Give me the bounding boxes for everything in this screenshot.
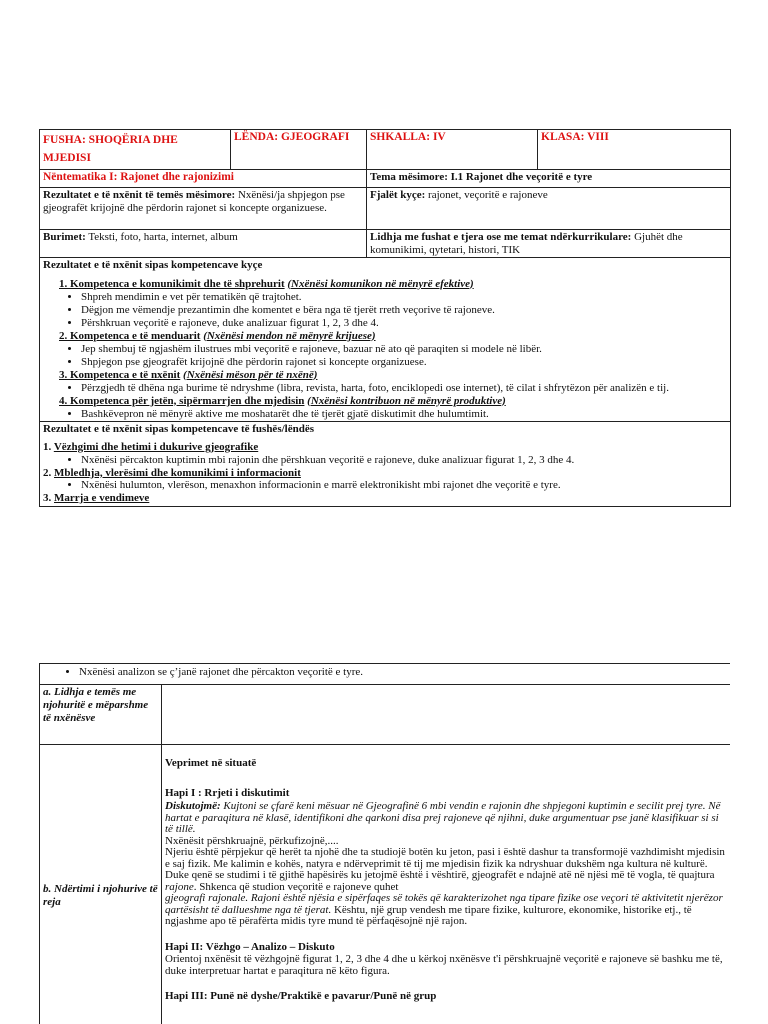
diskutojme-paragraph: Diskutojmë: Kujtoni se çfarë keni mësuar në Gjeografinë 6 mbi vendin e rajonin dhe shpjegoni kuptimin e secilit prej tyre. Në hartat e paraqitura në klasë, identifikoni dhe qarkoni disa prej rajoneve që njihni, duke argumentuar pse janë klasifikuar si si të tillë. — [165, 800, 721, 835]
ndertimi-content — [162, 745, 731, 1024]
hapi2-paragraph: Orientoj nxënësit të vëzhgojnë figurat 1, 2, 3 dhe 4 dhe u kërkoj nxënësve t'i përshkruajnë veçoritë e rajoneve së bashku me të, duke interpretuar hartat e paraqitura në këto figura. — [165, 953, 723, 977]
lidhja-teme-label: a. Lidhja e temës me njohuritë e mëparshme të nxënësve — [40, 685, 162, 745]
lesson-plan-table-2 — [39, 663, 730, 1024]
k4-list — [43, 408, 727, 421]
kompetenca-kyce-title: Rezultatet e të nxënit sipas kompetencave kyçe — [43, 259, 263, 271]
k1-heading: 1. Kompetenca e komunikimit dhe të shprehurit (Nxënësi komunikon në mënyrë efektive) — [59, 277, 474, 290]
shkalla-cell: SHKALLA: IV — [367, 130, 538, 170]
fjalet-kyce-cell: Fjalët kyçe: rajonet, veçoritë e rajoneve — [367, 188, 731, 230]
k1-list — [43, 291, 727, 330]
f3-heading: 3. Marrja e vendimeve — [43, 492, 150, 504]
nentematika-cell: Nëntematika I: Rajonet dhe rajonizimi — [40, 170, 367, 188]
hapi3-heading: Hapi III: Punë në dyshe/Praktikë e pavarur/Punë në grup — [165, 990, 437, 1002]
list-item: • Nxënësi hulumton, vlerëson, menaxhon informacionin e marrë elektronikisht mbi rajonet dhe veçoritë e tyre. — [81, 479, 727, 492]
hapi1-definition: gjeografi rajonale. Rajoni është njësia e sipërfaqes së tokës që karakterizohet nga tipare fizike ose veçori të aktivitetit njerëzor qartësisht të dallueshme nga të tjerat. Kështu, një grup vendesh me tipare fizike, kulturore, ekonomike, historike etj., të ngjashme apo të përafërta midis tyre mund të përfaqësojnë një rajon. — [165, 892, 723, 927]
k3-heading: 3. Kompetenca e të nxënit (Nxënësi mëson për të nxënë) — [59, 368, 318, 381]
burimet-cell: Burimet: Teksti, foto, harta, internet, album — [40, 230, 367, 258]
f2-heading: 2. Mbledhja, vlerësimi dhe komunikimi i informacionit — [43, 466, 301, 479]
klasa-cell: KLASA: VIII — [538, 130, 731, 170]
fusha-cell: FUSHA: SHOQËRIA DHE MJEDISI — [40, 130, 231, 170]
hapi1-paragraph: Njeriu është përpjekur që herët ta njohë dhe ta studiojë botën ku jeton, pasi i është dashur ta transformojë vazhdimisht mjedisin e saj fizik. Me kalimin e kohës, natyra e ndërveprimit të tij me mjedisin fizik ka ndryshuar dukshëm nga kultura në kulturë. Duke qenë se studimi i të gjithë hapësirës ku jetojmë është i vështirë, gjeografët e ndajnë atë në njësi më të vogla, të quajtura rajone. Shkenca që studion veçoritë e rajoneve quhet — [165, 846, 725, 893]
f1-list — [43, 454, 727, 467]
list-item: • Përzgjedh të dhëna nga burime të ndryshme (libra, revista, harta, foto, enciklopedi ose internet), të cilat i shfrytëzon për analizën e tij. — [81, 382, 727, 395]
list-item: • Përshkruan veçoritë e rajoneve, duke analizuar figurat 1, 2, 3 dhe 4. — [81, 317, 727, 330]
list-item: • Jep shembuj të ngjashëm ilustrues mbi veçoritë e rajoneve, bazuar në ato që paraqiten si modele në libër. — [81, 343, 727, 356]
k2-heading: 2. Kompetenca e të menduarit (Nxënësi mendon në mënyrë krijuese) — [59, 329, 376, 342]
kompetenca-kyce-cell — [40, 258, 731, 422]
kompetenca-fushes-title: Rezultatet e të nxënit sipas kompetencave të fushës/lëndës — [43, 422, 314, 435]
list-item: • Shpreh mendimin e vet për tematikën që trajtohet. — [81, 291, 727, 304]
f2-list — [43, 479, 727, 492]
list-item: • Shpjegon pse gjeografët krijojnë dhe përdorin rajonet si koncepte organizuese. — [81, 356, 727, 369]
k4-heading: 4. Kompetenca për jetën, sipërmarrjen dhe mjedisin (Nxënësi kontribuon në mënyrë produktive) — [59, 394, 506, 407]
hapi1-line2: Nxënësit përshkruajnë, përkufizojnë,.... — [165, 834, 339, 847]
hapi2-heading: Hapi II: Vëzhgo – Analizo – Diskuto — [165, 940, 335, 953]
ndertimi-label: b. Ndërtimi i njohurive të reja — [40, 745, 162, 1024]
list-item: • Dëgjon me vëmendje prezantimin dhe komentet e bëra nga të tjerët rreth veçorive të rajoneve. — [81, 304, 727, 317]
k2-list — [43, 343, 727, 369]
hapi1-heading: Hapi I : Rrjeti i diskutimit — [165, 786, 290, 799]
list-item: • Nxënësi analizon se ç’janë rajonet dhe përcakton veçoritë e tyre. — [79, 666, 727, 679]
lidhja-teme-content — [162, 685, 731, 745]
kompetenca-fushes-cell — [40, 421, 731, 506]
lenda-cell: LËNDA: GJEOGRAFI — [231, 130, 367, 170]
tema-cell: Tema mësimore: I.1 Rajonet dhe veçoritë e tyre — [367, 170, 731, 188]
veprimet-heading: Veprimet në situatë — [165, 757, 257, 769]
top-item-cell — [40, 664, 731, 685]
lesson-plan-table-1 — [39, 129, 730, 507]
lidhja-cell: Lidhja me fushat e tjera ose me temat ndërkurrikulare: Gjuhët dhe komunikimi, qytetari, histori, TIK — [367, 230, 731, 258]
f1-heading: 1. Vëzhgimi dhe hetimi i dukurive gjeografike — [43, 441, 259, 453]
rezultatet-teme-cell: Rezultatet e të nxënit të temës mësimore: Nxënësi/ja shpjegon pse gjeografët krijojnë dhe përdorin rajonet si koncepte organizuese. — [40, 188, 367, 230]
k3-list — [43, 382, 727, 395]
list-item: • Nxënësi përcakton kuptimin mbi rajonin dhe përshkuan veçoritë e rajoneve, duke analizuar figurat 1, 2, 3 dhe 4. — [81, 454, 727, 467]
list-item: • Bashkëvepron në mënyrë aktive me moshatarët dhe të tjerët gjatë diskutimit dhe hulumtimit. — [81, 408, 727, 421]
